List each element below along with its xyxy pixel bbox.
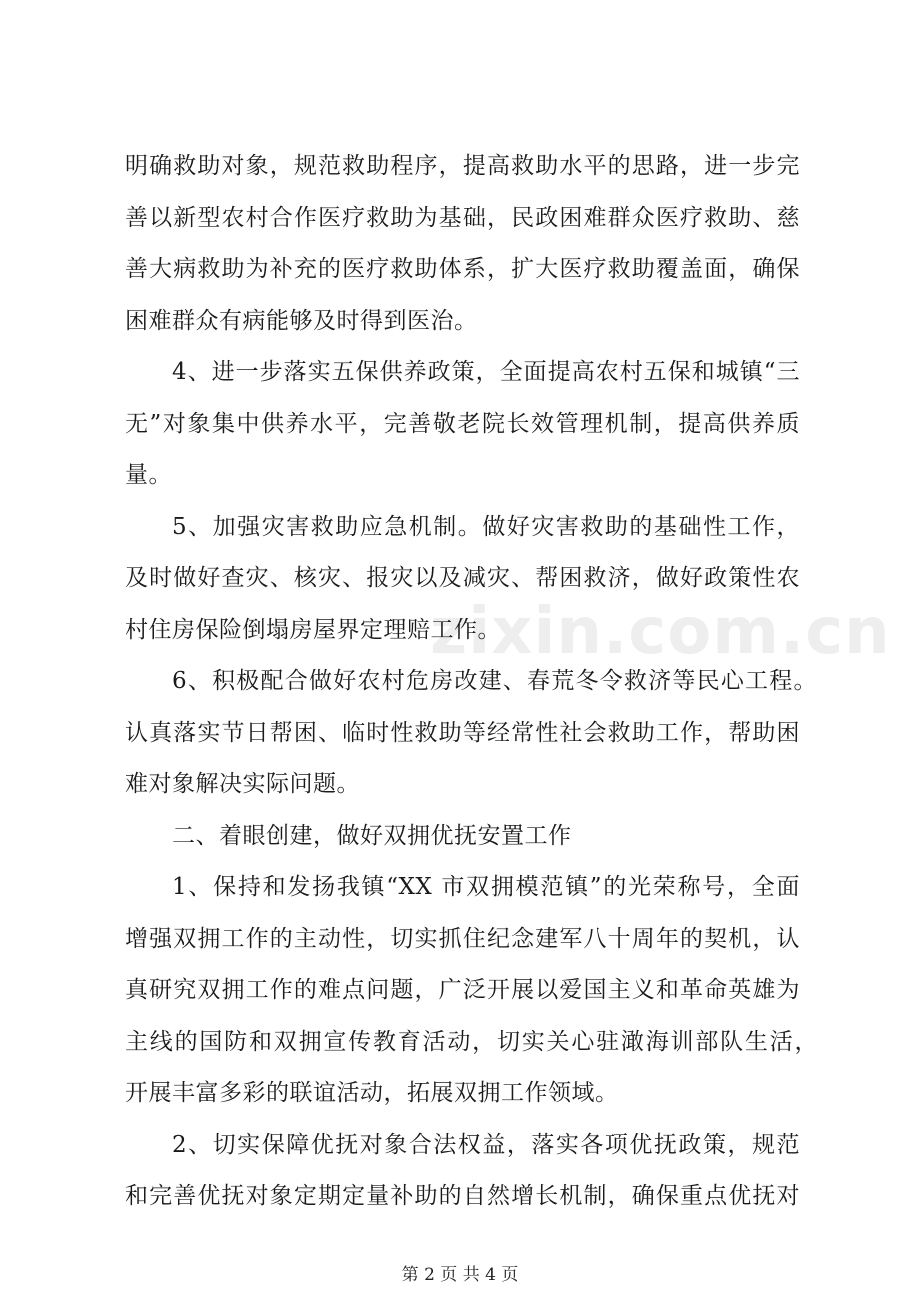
watermark-text: zixin.com.cn [430, 595, 891, 669]
body-line: 及时做好查灾、核灾、报灾以及减灾、帮困救济，做好政策性农 [125, 565, 800, 591]
body-line: 认真落实节日帮困、临时性救助等经常性社会救助工作，帮助困 [125, 720, 800, 746]
body-line: 善大病救助为补充的医疗救助体系，扩大医疗救助覆盖面，确保 [125, 256, 800, 282]
body-line: 善以新型农村合作医疗救助为基础，民政困难群众医疗救助、慈 [125, 205, 800, 231]
body-line: 2、切实保障优抚对象合法权益，落实各项优抚政策，规范 [172, 1132, 800, 1158]
body-line: 无”对象集中供养水平，完善敬老院长效管理机制，提高供养质 [125, 411, 800, 437]
body-line: 量。 [125, 462, 172, 488]
body-line: 村住房保险倒塌房屋界定理赔工作。 [125, 617, 501, 643]
body-line: 明确救助对象，规范救助程序，提高救助水平的思路，进一步完 [125, 153, 800, 179]
body-line: 增强双拥工作的主动性，切实抓住纪念建军八十周年的契机，认 [125, 926, 800, 952]
section-heading: 二、着眼创建，做好双拥优抚安置工作 [172, 823, 572, 849]
body-line: 5、加强灾害救助应急机制。做好灾害救助的基础性工作， [172, 514, 800, 540]
body-line: 真研究双拥工作的难点问题，广泛开展以爱国主义和革命英雄为 [125, 977, 800, 1003]
body-line: 和完善优抚对象定期定量补助的自然增长机制，确保重点优抚对 [125, 1183, 800, 1209]
page-footer: 第 2 页 共 4 页 [401, 1265, 519, 1285]
body-line: 难对象解决实际问题。 [125, 771, 360, 797]
body-line: 主线的国防和双拥宣传教育活动，切实关心驻澉海训部队生活， [125, 1029, 818, 1055]
body-line: 6、积极配合做好农村危房改建、春荒冬令救济等民心工程。 [172, 668, 817, 694]
body-line: 4、进一步落实五保供养政策，全面提高农村五保和城镇“三 [172, 359, 800, 385]
body-line: 开展丰富多彩的联谊活动，拓展双拥工作领域。 [125, 1080, 619, 1106]
body-line: 困难群众有病能够及时得到医治。 [125, 308, 478, 334]
body-line: 1、保持和发扬我镇“XX 市双拥模范镇”的光荣称号，全面 [172, 874, 800, 900]
